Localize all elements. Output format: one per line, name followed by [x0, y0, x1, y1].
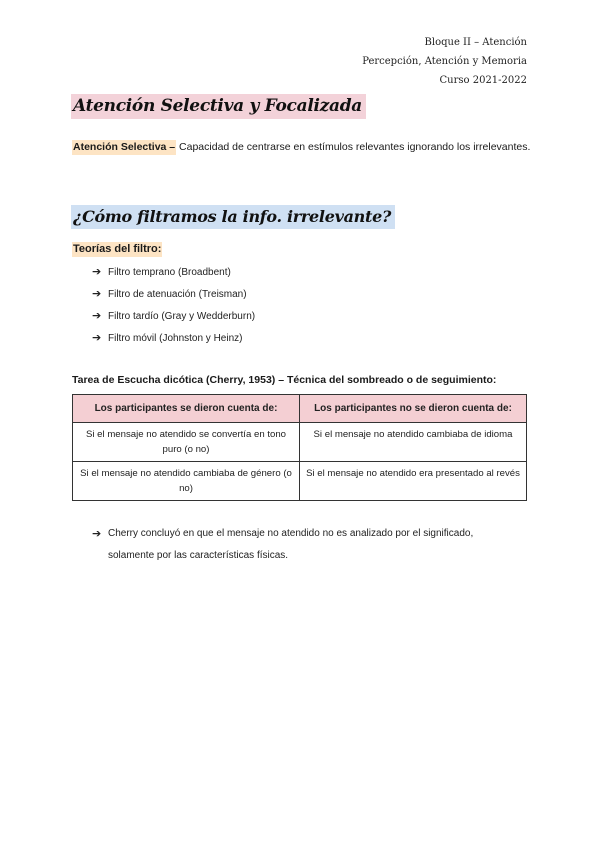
theories-heading: Teorías del filtro:: [73, 243, 162, 255]
header-block-name: Bloque II – Atención: [424, 37, 527, 48]
table-cell: Si el mensaje no atendido se convertía en tono puro (o no): [73, 423, 300, 462]
header-course-name: Percepción, Atención y Memoria: [362, 56, 527, 67]
list-item: [92, 286, 255, 308]
theories-list: [92, 264, 255, 352]
table-header-cell: Los participantes no se dieron cuenta de:: [300, 395, 527, 423]
arrow-icon: ➔: [92, 265, 102, 278]
conclusion-text: Cherry concluyó en que el mensaje no atendido no es analizado por el significado, solamente por las características físicas.: [108, 528, 474, 561]
arrow-icon: ➔: [92, 309, 102, 322]
table-row: [73, 462, 527, 501]
list-item-text: Filtro de atenuación (Treisman): [108, 289, 247, 300]
list-item: [92, 264, 255, 286]
arrow-icon: ➔: [92, 527, 102, 540]
section-subtitle: ¿Cómo filtramos la info. irrelevante?: [71, 205, 395, 229]
table-cell: Si el mensaje no atendido era presentado al revés: [300, 462, 527, 501]
list-item-text: Filtro tardío (Gray y Wedderburn): [108, 311, 256, 322]
table-cell: Si el mensaje no atendido cambiaba de género (o no): [73, 462, 300, 501]
definition-line: [72, 141, 530, 153]
list-item-text: Filtro móvil (Johnston y Heinz): [108, 333, 243, 344]
definition-term: Atención Selectiva –: [73, 141, 176, 153]
table-header-row: [73, 395, 527, 423]
list-item: [92, 330, 255, 352]
arrow-icon: ➔: [92, 331, 102, 344]
table-cell: Si el mensaje no atendido cambiaba de idioma: [300, 423, 527, 462]
definition-text: Capacidad de centrarse en estímulos relevantes ignorando los irrelevantes.: [176, 141, 531, 153]
list-item-text: Filtro temprano (Broadbent): [108, 267, 231, 278]
header-year: Curso 2021-2022: [439, 75, 527, 86]
arrow-icon: ➔: [92, 287, 102, 300]
page-title: Atención Selectiva y Focalizada: [71, 94, 366, 119]
table-header-cell: Los participantes se dieron cuenta de:: [73, 395, 300, 423]
table-row: [73, 423, 527, 462]
conclusion: [92, 523, 512, 567]
list-item: [92, 308, 255, 330]
results-table: [72, 394, 527, 501]
task-heading: Tarea de Escucha dicótica (Cherry, 1953) – Técnica del sombreado o de seguimiento:: [72, 374, 497, 386]
